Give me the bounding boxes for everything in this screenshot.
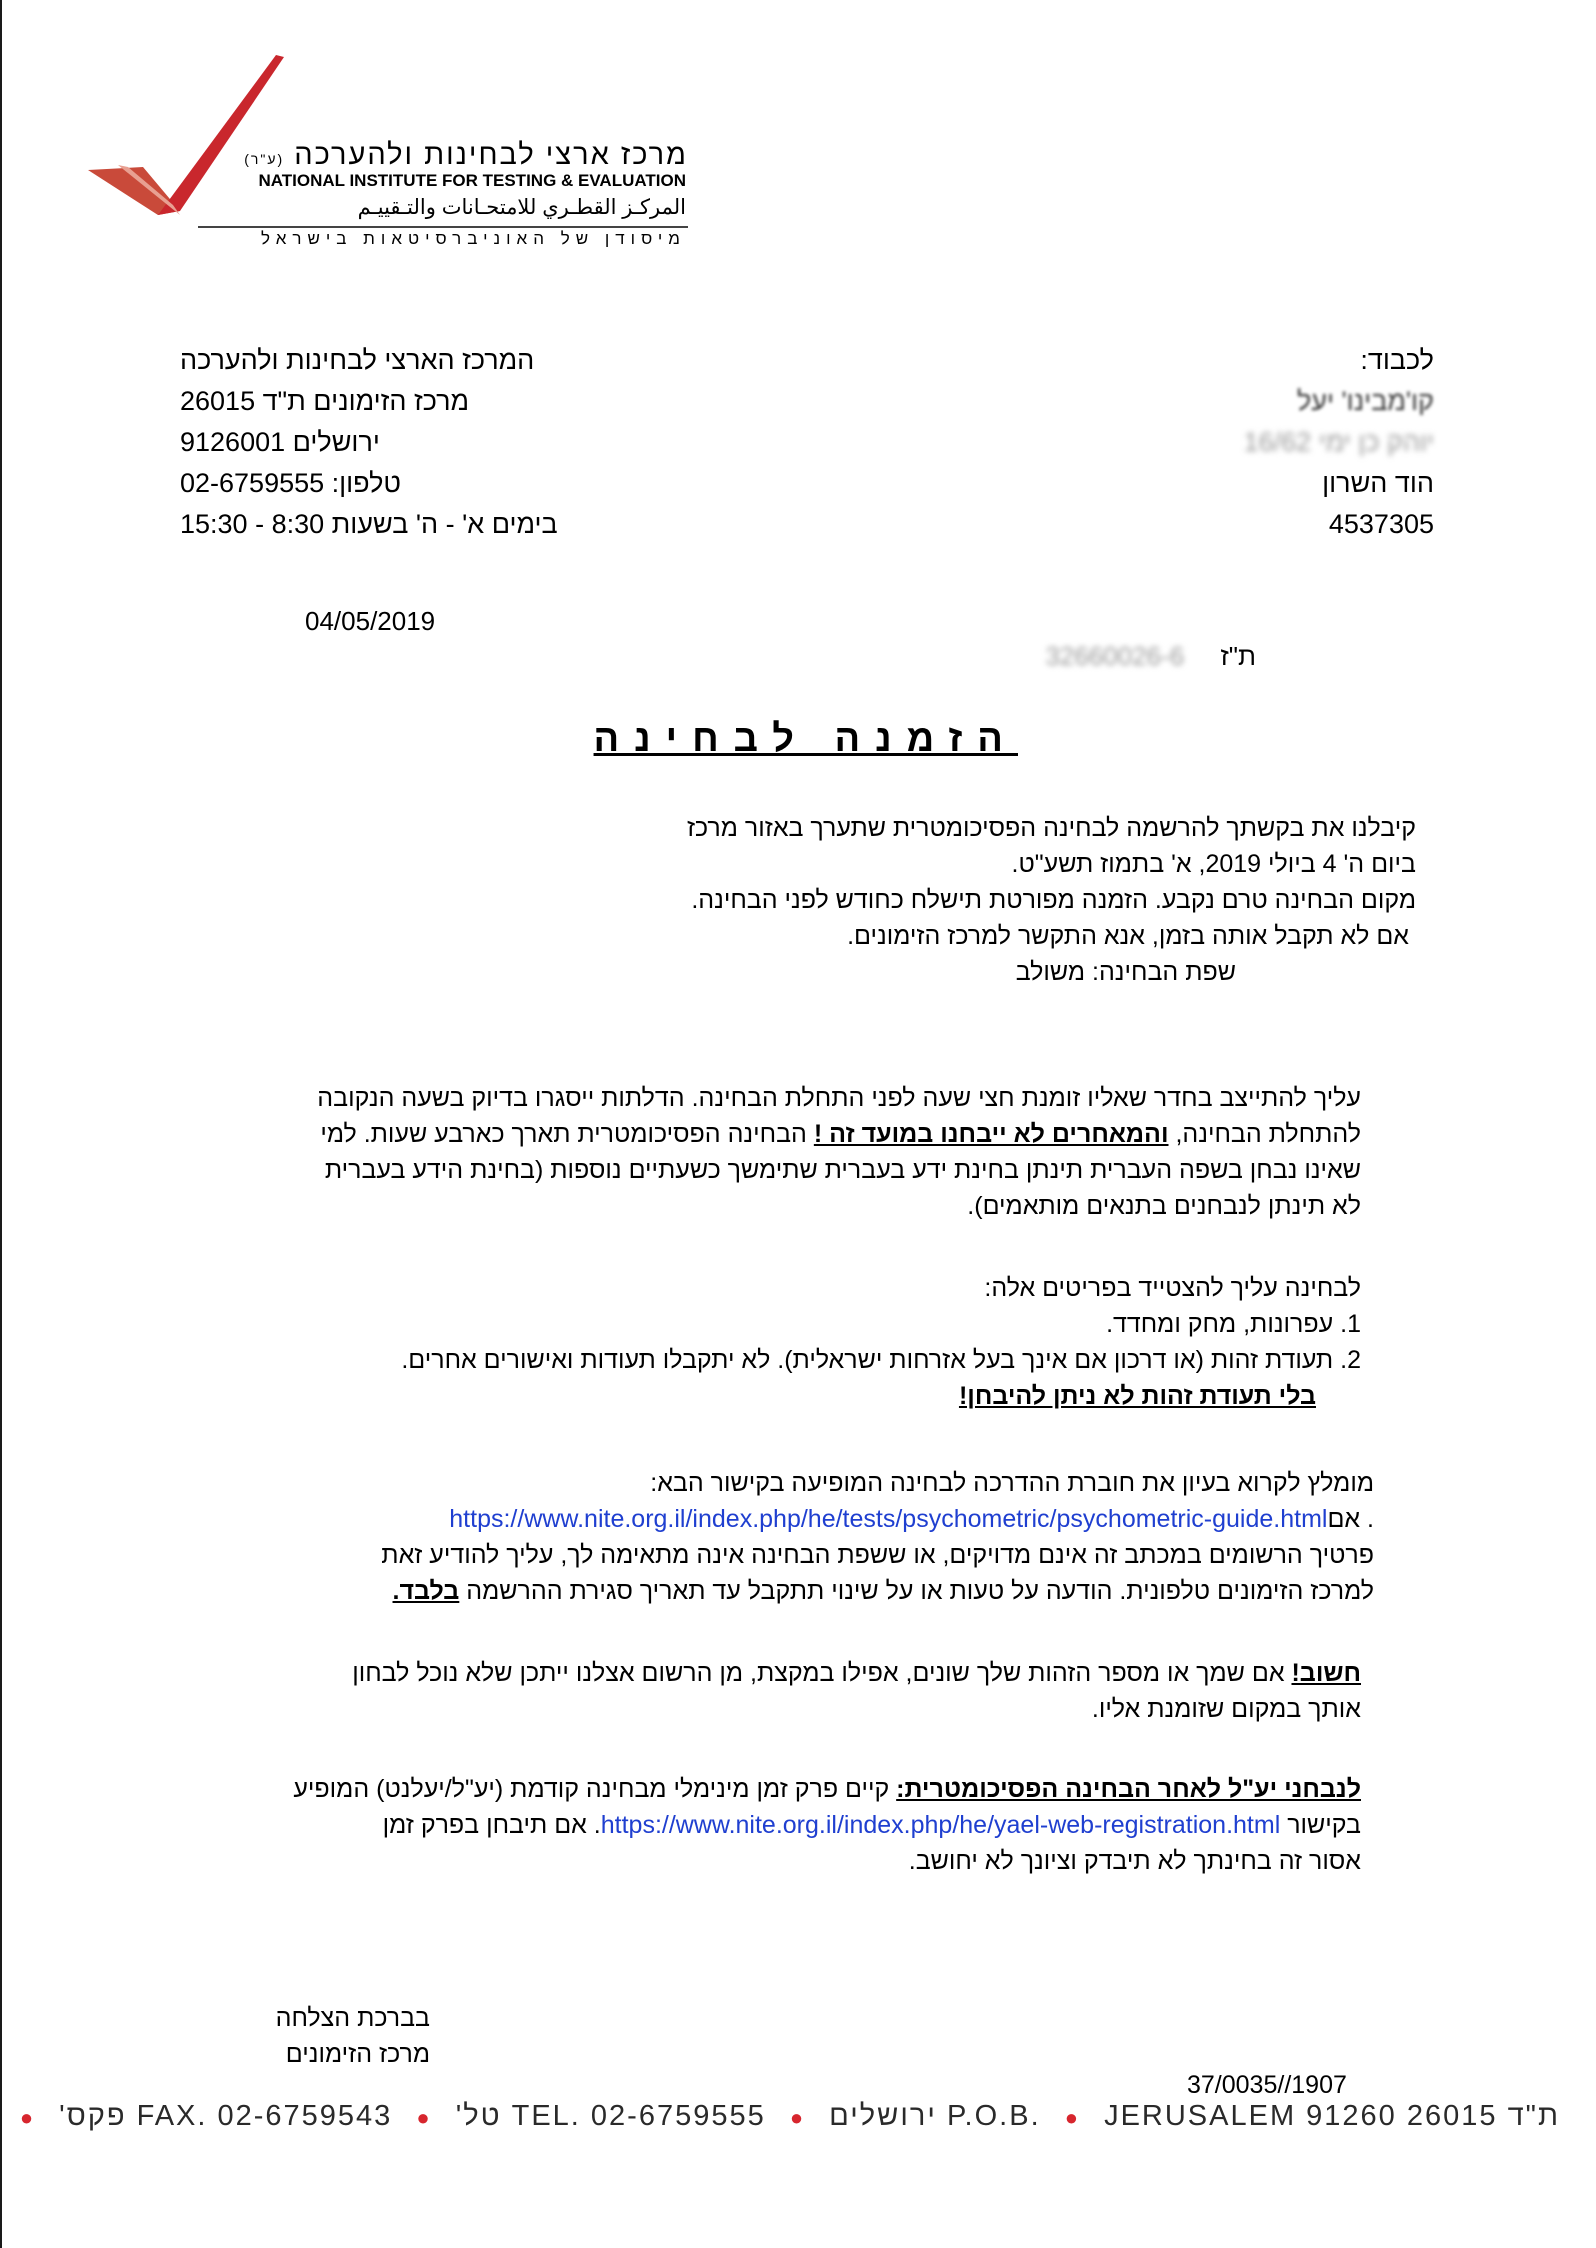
recipient-address [1114,340,1434,545]
guide-link[interactable]: https://www.nite.org.il/index.php/he/tests/psychometric/psychometric-guide.html [449,1505,1328,1533]
logo-english-name: NATIONAL INSTITUTE FOR TESTING & EVALUATION [258,171,686,190]
bullet-icon: ● [789,2105,806,2130]
yael-paragraph [293,1771,1361,1879]
sender-address [180,340,620,545]
footer-fax: FAX. 02-6759543 פקס' [59,2100,393,2132]
letter-title: הזמנה לבחינה [593,718,1018,760]
logo-arabic-name: المركـز القطـري للامتحـانات والتـقييـم [357,196,686,219]
footer-contact [19,2100,1560,2150]
intro-line: מקום הבחינה טרם נקבע. הזמנה מפורטת תישלח כחודש לפני הבחינה. [691,886,1416,914]
id-warning: בלי תעודת זהות לא ניתן להיבחן! [958,1382,1316,1410]
logo-divider [198,226,688,228]
reference-number: 37/0035//1907 [1187,2071,1347,2099]
id-label: ת"ז [1220,641,1256,671]
bullet-icon: ● [1064,2105,1080,2130]
sender-city: ירושלים 9126001 [180,427,380,457]
yael-line: בקישור https://www.nite.org.il/index.php/he/yael-web-registration.html. אם תיבחן בפרק זמן [382,1811,1361,1839]
arrival-line: לא תינתן לנבחנים בתנאים מותאמים). [967,1192,1361,1220]
letter-date: 04/05/2019 [305,606,436,636]
important-line: אותך במקום שזומנת אליו. [1091,1695,1361,1723]
equipment-item: 1. עפרונות, מחק ומחדד. [1106,1310,1361,1338]
yael-line: לנבחני יע"ל לאחר הבחינה הפסיכומטרית: קיים פרק זמן מינימלי מבחינה קודמת (יע"ל/יעלנט) המופיע [293,1775,1361,1803]
intro-line: קיבלנו את בקשתך להרשמה לבחינה הפסיכומטרית שתערך באזור מרכז [686,814,1416,842]
important-paragraph [352,1655,1361,1727]
sender-phone: טלפון: 02-6759555 [180,468,402,498]
id-number [1045,636,1256,677]
arrival-line: עליך להתייצב בחדר שאליו זומנת חצי שעה לפני התחלת הבחינה. הדלתות ייסגרו בדיוק בשעה הנקובה [317,1084,1361,1112]
signature-signer: מרכז הזימונים [285,2040,430,2068]
guide-paragraph [381,1465,1374,1609]
guide-line: למרכז הזימונים טלפונית. הודעה על טעות או על שינוי תתקבל עד תאריך סגירת ההרשמה בלבד. [392,1577,1374,1605]
intro-paragraph [687,810,1416,990]
arrival-line: שאינו נבחן בשפה העברית תינתן בחינת ידע בעברית שתימשך כשעתיים נוספות (בחינת הידע בעברית [324,1156,1361,1184]
arrival-line: להתחלת הבחינה, והמאחרים לא ייבחנו במועד זה ! הבחינה הפסיכומטרית תארך כארבע שעות. למי [320,1120,1361,1148]
logo-hebrew-name: (ע"ר) מרכז ארצי לבחינות ולהערכה [244,139,688,171]
signature-greeting: בברכת הצלחה [275,2004,430,2032]
footer-pob: ת"ד 26015 P.O.B. [946,2100,1560,2132]
page-edge [0,0,2,2248]
signature [230,2000,430,2072]
bullet-icon: ● [416,2105,432,2130]
id-value: 32660026-6 [1045,641,1185,671]
yael-label: לנבחני יע"ל לאחר הבחינה הפסיכומטרית: [896,1775,1361,1803]
intro-line: ביום ה' 4 ביולי 2019, א' בתמוז תשע"ט. [1011,850,1416,878]
guide-line: פרטיך הרשומים במכתב זה אינם מדויקים, או ששפת הבחינה אינה מתאימה לך, עליך להודיע זאת [381,1541,1374,1569]
late-warning: והמאחרים לא ייבחנו במועד זה ! [813,1120,1169,1148]
intro-line: אם לא תקבל אותה בזמן, אנא התקשר למרכז הזימונים. [847,922,1409,950]
equipment-section [401,1270,1361,1414]
footer-tel: TEL. 02-6759555 טל' [455,2100,766,2132]
nite-logo [88,55,688,265]
recipient-street: יוהק כן ימי 16/62 [1243,427,1434,457]
yael-line: אסור זה בחינתך לא תיבדק וציונך לא יחושב. [908,1847,1361,1875]
recipient-name: קו'מבינו' יעל [1296,386,1434,416]
guide-line: . אםhttps://www.nite.org.il/index.php/he/tests/psychometric/psychometric-guide.html [449,1505,1374,1533]
bullet-icon: ● [19,2105,36,2130]
recipient-city: הוד השרון [1322,468,1434,498]
important-label: חשוב! [1291,1659,1361,1687]
equipment-heading: לבחינה עליך להצטייד בפריטים אלה: [984,1274,1361,1302]
sender-hours: בימים א' - ה' בשעות 8:30 - 15:30 [180,509,558,539]
guide-line: מומלץ לקרוא בעיון את חוברת ההדרכה לבחינה המופיעה בקישור הבא: [650,1469,1374,1497]
sender-name: המרכז הארצי לבחינות ולהערכה [180,345,535,375]
sender-po-box: מרכז הזימונים ת"ד 26015 [180,386,470,416]
recipient-zip: 4537305 [1328,509,1434,539]
logo-subtitle: מיסודן של האוניברסיטאות בישראל [261,229,686,248]
recipient-to-label: לכבוד: [1360,345,1434,375]
equipment-item: 2. תעודת זהות (או דרכון אם אינך בעל אזרחות ישראלית). לא יתקבלו תעודות ואישורים אחרים. [401,1346,1361,1374]
yael-link[interactable]: https://www.nite.org.il/index.php/he/yael-web-registration.html [600,1811,1281,1839]
important-line: חשוב! אם שמך או מספר הזהות שלך שונים, אפילו במקצת, מן הרשום אצלנו ייתכן שלא נוכל לבחון [352,1659,1361,1687]
arrival-paragraph [317,1080,1361,1224]
footer-jerusalem: JERUSALEM 91260 ירושלים [829,2100,1397,2132]
exam-language: שפת הבחינה: משולב [1015,958,1236,986]
